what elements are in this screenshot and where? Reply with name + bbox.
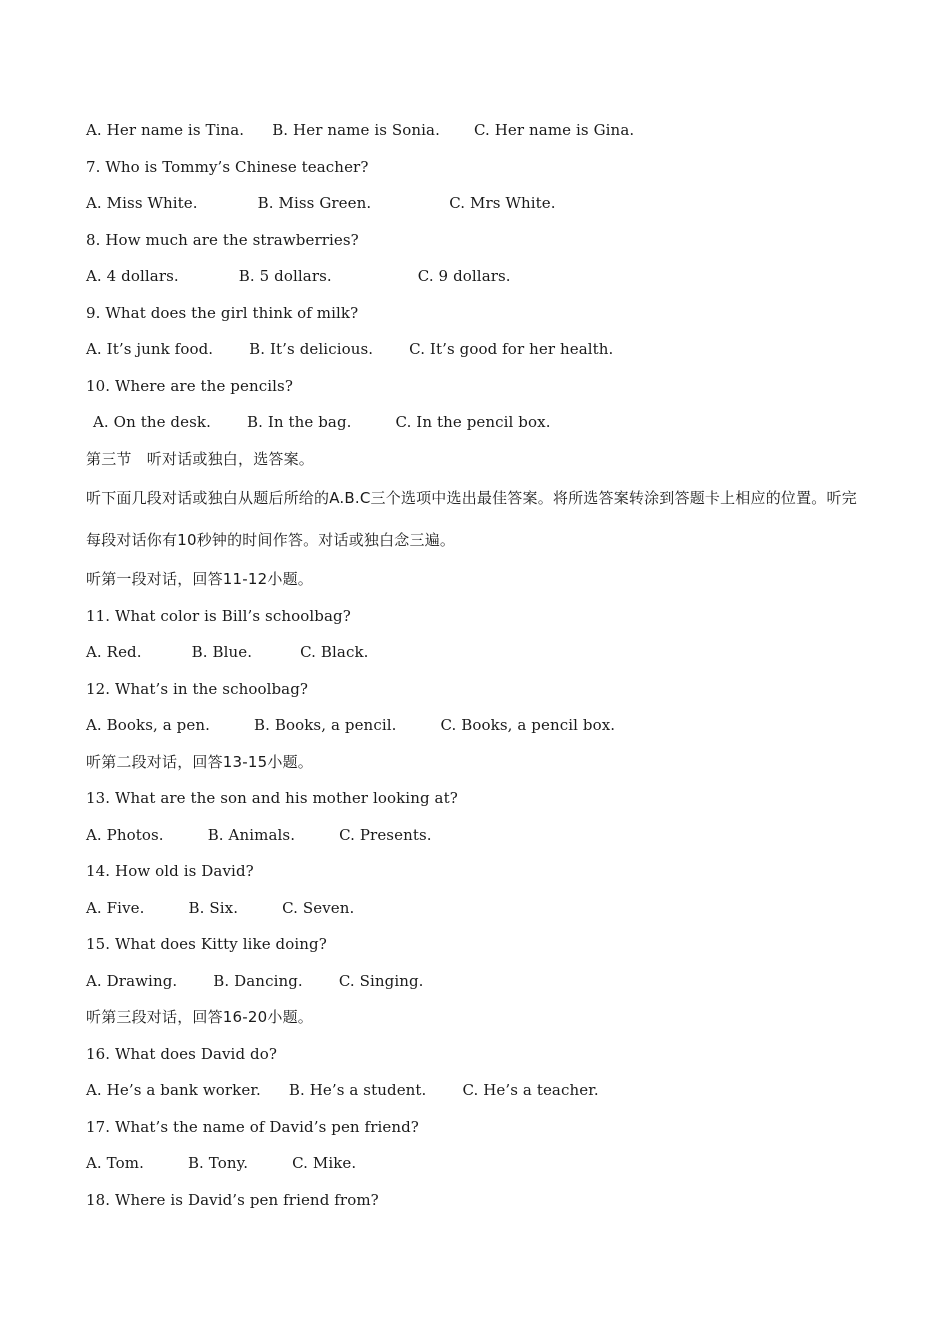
question: 14. How old is David? [86, 862, 254, 880]
answer-option: C. Singing. [338, 971, 424, 990]
answer-option: A. 4 dollars. [86, 267, 179, 285]
instructions: 听下面几段对话或独白从题后所给的A.B.C三个选项中选出最佳答案。将所选答案转涂到答题卡上相应的位置。听完每段对话你有10秒钟的时间作答。对话或独白念三遍。 [86, 489, 857, 549]
answer-options [86, 817, 866, 854]
answer-option: B. Blue. [191, 643, 253, 661]
answer-options [86, 890, 866, 927]
answer-option: B. Six. [188, 898, 239, 917]
answer-options [86, 404, 866, 441]
question: 16. What does David do? [86, 1044, 278, 1063]
answer-option: B. He’s a student. [288, 1081, 427, 1099]
question: 12. What’s in the schoolbag? [86, 679, 309, 698]
question: 15. What does Kitty like doing? [86, 935, 327, 953]
document-page [86, 112, 866, 1218]
question: 18. Where is David’s pen friend from? [86, 1190, 379, 1209]
question: 10. Where are the pencils? [86, 376, 293, 395]
answer-option: B. Animals. [207, 825, 296, 844]
answer-option: A. Red. [86, 643, 142, 661]
answer-option: A. Photos. [86, 825, 164, 844]
section-heading: 听第三段对话，回答16-20小题。 [86, 1008, 313, 1026]
answer-option: C. Mike. [292, 1154, 357, 1172]
answer-option: A. On the desk. [93, 413, 211, 431]
answer-option: B. Miss Green. [257, 194, 372, 212]
question: 17. What’s the name of David’s pen friend? [86, 1117, 419, 1136]
answer-option: B. 5 dollars. [238, 267, 332, 285]
answer-options [86, 1145, 866, 1182]
answer-option: B. Tony. [187, 1154, 249, 1172]
answer-option: A. Tom. [86, 1154, 144, 1172]
answer-option: C. Mrs White. [449, 194, 556, 212]
answer-option: C. Black. [300, 643, 369, 661]
answer-options [86, 707, 866, 744]
question: 8. How much are the strawberries? [86, 230, 359, 249]
answer-option: B. It’s delicious. [249, 340, 374, 358]
question: 9. What does the girl think of milk? [86, 303, 359, 322]
section-heading: 第三节 听对话或独白，选答案。 [86, 449, 315, 468]
answer-option: B. Dancing. [213, 971, 303, 990]
answer-options [86, 112, 866, 149]
answer-option: C. He’s a teacher. [462, 1081, 599, 1099]
answer-option: C. Her name is Gina. [473, 121, 635, 139]
question: 11. What color is Bill’s schoolbag? [86, 606, 351, 625]
answer-option: B. In the bag. [246, 413, 352, 431]
answer-option: C. Presents. [339, 825, 432, 844]
answer-option: A. Drawing. [86, 971, 178, 990]
section-heading: 听第二段对话，回答13-15小题。 [86, 752, 313, 771]
answer-options [86, 1072, 866, 1109]
answer-option: A. Five. [86, 898, 145, 917]
answer-option: B. Books, a pencil. [254, 716, 397, 734]
answer-option: C. 9 dollars. [417, 267, 511, 285]
answer-option: A. He’s a bank worker. [86, 1081, 261, 1099]
answer-option: C. Seven. [282, 898, 355, 917]
answer-option: A. Her name is Tina. [86, 121, 245, 139]
answer-options [86, 331, 866, 368]
question: 7. Who is Tommy’s Chinese teacher? [86, 157, 369, 176]
answer-options [86, 963, 866, 1000]
answer-options [86, 634, 866, 671]
answer-option: C. Books, a pencil box. [440, 716, 616, 734]
answer-option: C. It’s good for her health. [409, 340, 614, 358]
answer-option: A. Books, a pen. [86, 716, 210, 734]
answer-option: C. In the pencil box. [395, 413, 551, 431]
answer-options [86, 258, 866, 295]
answer-options [86, 185, 866, 222]
answer-option: A. It’s junk food. [86, 340, 214, 358]
question: 13. What are the son and his mother looking at? [86, 789, 458, 807]
section-heading: 听第一段对话，回答11-12小题。 [86, 570, 313, 588]
answer-option: B. Her name is Sonia. [272, 121, 440, 139]
answer-option: A. Miss White. [86, 194, 198, 212]
